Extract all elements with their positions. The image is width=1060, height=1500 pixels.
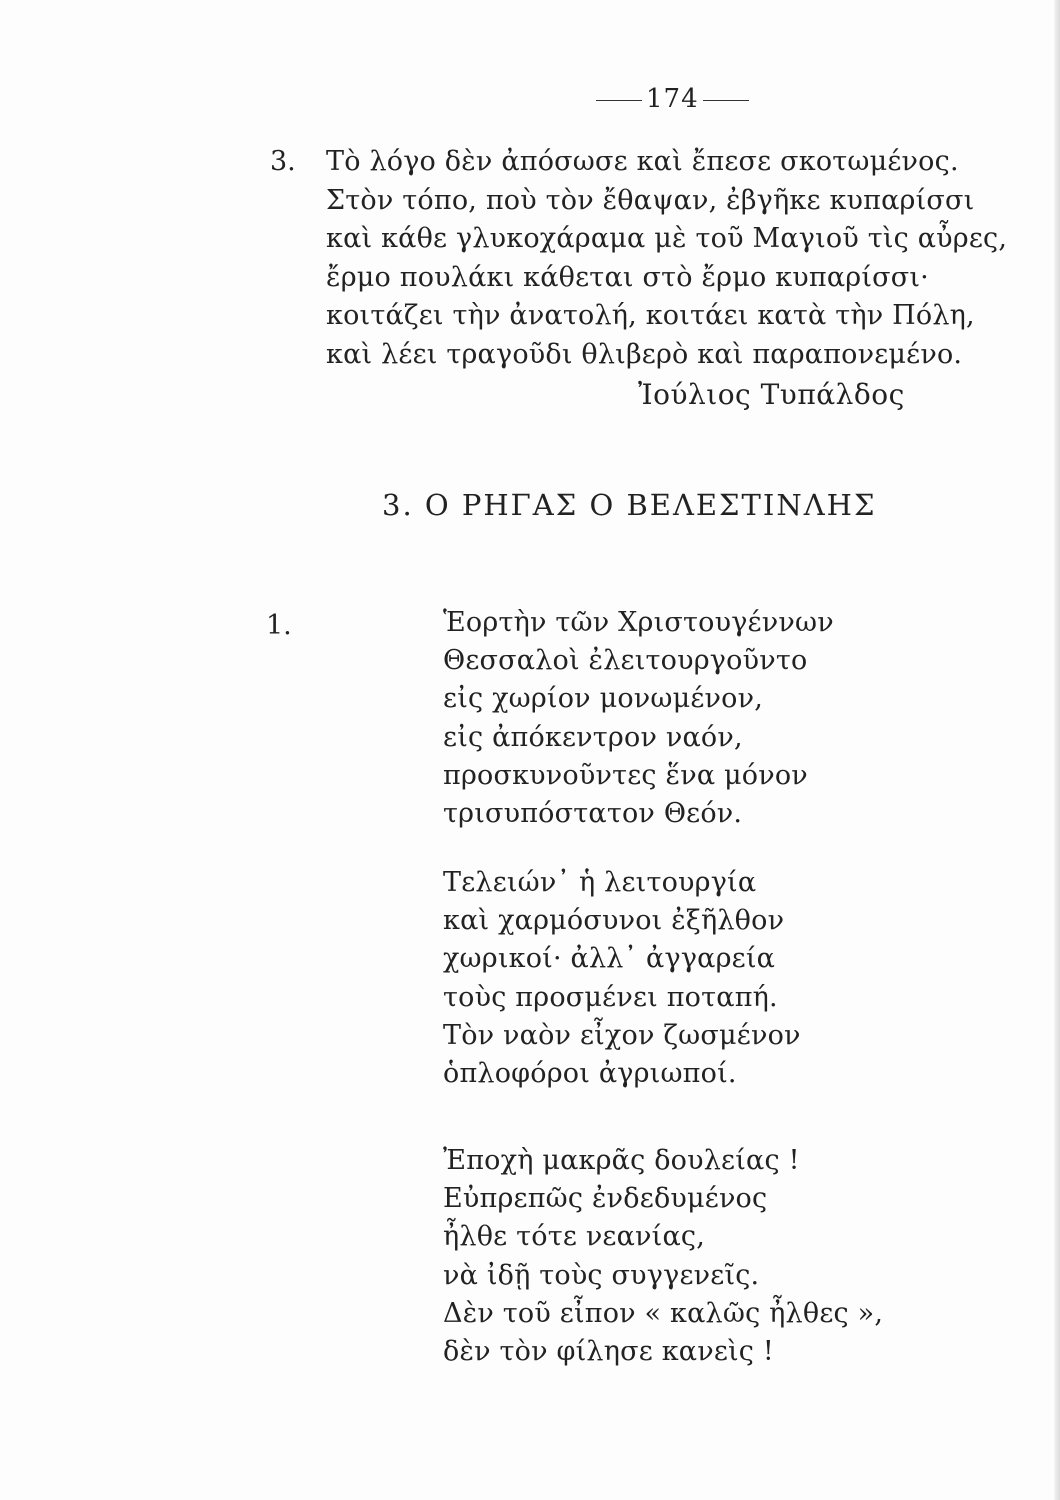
section-title: 3. Ο ΡΗΓΑΣ Ο ΒΕΛΕΣΤΙΝΛΗΣ	[382, 488, 877, 522]
verse-line: καὶ κάθε γλυκοχάραμα μὲ τοῦ Μαγιοῦ τὶς αὖρες,	[326, 223, 1008, 254]
verse-line: Τὸ λόγο δὲν ἀπόσωσε καὶ ἔπεσε σκοτωμένος.	[326, 146, 959, 177]
verse-line: Εὐπρεπῶς ἐνδεδυμένος	[443, 1183, 768, 1215]
verse-line: δὲν τὸν φίλησε κανεὶς !	[443, 1336, 774, 1368]
poem-stanza-1	[443, 604, 913, 833]
verse-line: Δὲν τοῦ εἶπον « καλῶς ἦλθες »,	[443, 1297, 884, 1329]
page-number-dash-right	[703, 100, 749, 101]
author-signature: Ἰούλιος Τυπάλδος	[638, 378, 905, 411]
verse-line: Θεσσαλοὶ ἐλειτουργοῦντο	[443, 645, 808, 677]
verse-line: Στὸν τόπο, ποὺ τὸν ἔθαψαν, ἐβγῆκε κυπαρίσσι	[326, 184, 975, 216]
verse-line: χωρικοί· ἀλλ᾽ ἀγγαρεία	[443, 943, 776, 975]
stanza-marker: 3.	[270, 146, 296, 177]
verse-line: εἰς χωρίον μονωμένον,	[443, 683, 763, 715]
verse-line: ἦλθε τότε νεανίας,	[443, 1221, 705, 1253]
verse-line: προσκυνοῦντες ἕνα μόνον	[443, 759, 808, 791]
page-number-header	[596, 84, 756, 114]
verse-line: ὁπλοφόροι ἀγριωποί.	[443, 1058, 737, 1090]
poem-stanza-2	[443, 864, 913, 1093]
verse-line: Τελειών᾽ ἡ λειτουργία	[443, 867, 757, 898]
verse-line: Ἑορτὴν τῶν Χριστουγέννων	[443, 607, 834, 638]
verse-line: τοὺς προσμένει ποταπή.	[443, 981, 778, 1013]
verse-line: καὶ χαρμόσυνοι ἐξῆλθον	[443, 905, 785, 937]
verse-line: νὰ ἰδῇ τοὺς συγγενεῖς.	[443, 1259, 760, 1291]
verse-line: κοιτάζει τὴν ἀνατολή, κοιτάει κατὰ τὴν Πόλη,	[326, 300, 975, 331]
verse-line: ἔρμο πουλάκι κάθεται στὸ ἔρμο κυπαρίσσι·	[326, 261, 929, 293]
verse-line: καὶ λέει τραγοῦδι θλιβερὸ καὶ παραπονεμένο.	[326, 338, 963, 370]
page-edge-shadow	[1054, 0, 1060, 1500]
poem-number: 1.	[266, 610, 292, 641]
page-number: 174	[646, 84, 699, 114]
verse-line: Ἐποχὴ μακρᾶς δουλείας !	[443, 1145, 800, 1176]
verse-line: Τὸν ναὸν εἶχον ζωσμένον	[443, 1019, 801, 1051]
verse-line: εἰς ἀπόκεντρον ναόν,	[443, 721, 743, 753]
page-number-dash-left	[596, 100, 642, 101]
poem-stanza-3	[443, 1142, 913, 1371]
verse-line: τρισυπόστατον Θεόν.	[443, 798, 743, 830]
stanza-lines	[326, 143, 1026, 374]
